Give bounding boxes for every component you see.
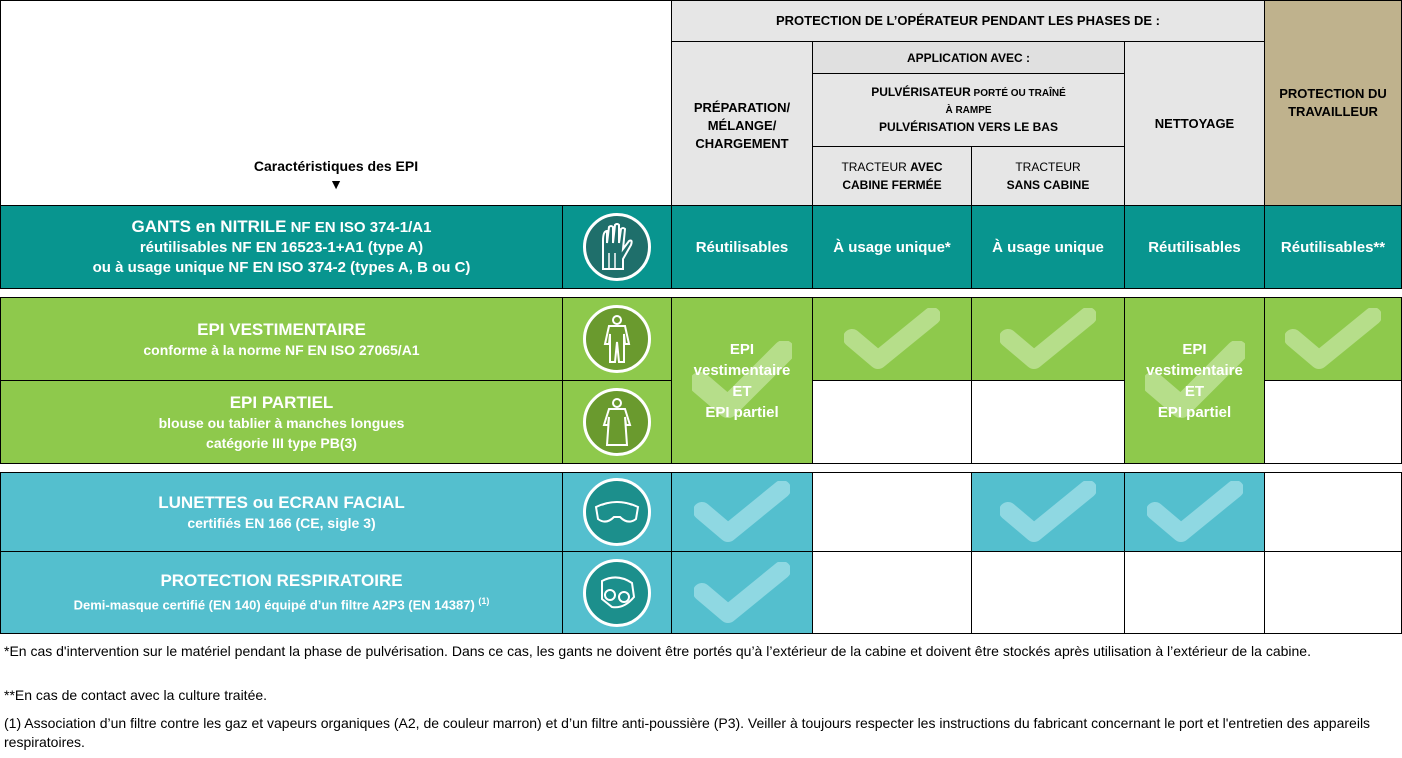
check-mark-icon [844, 308, 940, 370]
goggles-icon-cell [562, 472, 672, 552]
clothing-and-partial-line3: ET [732, 382, 752, 400]
respirator-icon-cell [562, 551, 672, 634]
clothing-no-cabin-cell [971, 297, 1125, 381]
gloves-description [0, 205, 563, 289]
gloves-single-use-norm: ou à usage unique NF EN ISO 374-2 (types A, B ou C) [92, 259, 471, 276]
clothing-cleaning-cell [1124, 297, 1265, 464]
sprayer-type-label: PORTÉ OU TRAÎNÉ [970, 88, 1066, 99]
gloves-no-cabin-value: À usage unique [992, 238, 1104, 256]
preparation-line3: CHARGEMENT [695, 135, 789, 151]
tractor-cabin-header [812, 146, 972, 206]
goggles-icon [583, 478, 651, 546]
partial-icon-cell [562, 380, 672, 464]
gloves-reusable-norm: réutilisables NF EN 16523-1+A1 (type A) [139, 239, 424, 256]
coverall-icon [583, 305, 651, 373]
gloves-norm: NF EN ISO 374-1/A1 [286, 219, 432, 236]
clothing-cabin-cell [812, 297, 972, 381]
clothing-description [0, 297, 563, 381]
spray-down-label: PULVÉRISATION VERS LE BAS [879, 120, 1058, 134]
check-mark-icon [1147, 481, 1243, 543]
tractor-no-cabin-header [971, 146, 1125, 206]
footnote-cabin: *En cas d'intervention sur le matériel pendant la phase de pulvérisation. Dans ce cas, les gants ne doivent être portés qu’à l’extérieur de la cabine et doivent être stockés après utilisation à l’extérieur de la cabine. [4, 643, 1311, 659]
down-arrow-icon: ▼ [329, 176, 343, 192]
respirator-worker-cell [1264, 551, 1402, 634]
epi-characteristics-header [0, 0, 672, 206]
partial-line2: blouse ou tablier à manches longues [158, 414, 405, 431]
partial-line3: catégorie III type PB(3) [206, 434, 357, 451]
operator-protection-header [671, 0, 1265, 42]
respirator-preparation-cell [671, 551, 813, 634]
application-header [812, 41, 1125, 74]
gloves-title: GANTS en NITRILE [131, 217, 287, 236]
goggles-title: LUNETTES ou ECRAN FACIAL [158, 492, 405, 512]
operator-protection-label: PROTECTION DE L’OPÉRATEUR PENDANT LES PHASES DE : [775, 13, 1161, 28]
sprayer-header [812, 73, 1125, 147]
check-mark-icon [694, 562, 790, 624]
check-mark-icon [1285, 308, 1381, 370]
application-label: APPLICATION AVEC : [906, 50, 1031, 65]
worker-protection-line2: TRAVAILLEUR [1288, 104, 1378, 119]
gloves-cleaning-value: Réutilisables [1148, 238, 1241, 256]
goggles-description [0, 472, 563, 552]
gloves-no-cabin-cell [971, 205, 1125, 289]
check-mark-icon [694, 481, 790, 543]
gloves-worker-value: Réutilisables** [1280, 238, 1386, 256]
clothing-title: EPI VESTIMENTAIRE [197, 319, 366, 339]
tractor-cabin-line1b: AVEC [910, 160, 943, 174]
tractor-no-cabin-line1: TRACTEUR [1015, 160, 1081, 174]
check-mark-icon [1000, 308, 1096, 370]
worker-protection-header [1264, 0, 1402, 206]
clothing-subtitle: conforme à la norme NF EN ISO 27065/A1 [143, 341, 420, 358]
gloves-cleaning-cell [1124, 205, 1265, 289]
cleaning-epi-line1: EPI [1182, 340, 1207, 358]
check-mark-icon [1000, 481, 1096, 543]
gloves-icon-cell [562, 205, 672, 289]
clothing-and-partial-line4: EPI partiel [705, 403, 779, 421]
gloves-preparation-cell [671, 205, 813, 289]
footnote-filter: (1) Association d’un filtre contre les gaz et vapeurs organiques (A2, de couleur marron) et d’un filtre anti-poussière (P3). Veiller à toujours respecter les instructions du fabricant concernant le port et l'entretien des appareils respiratoires. [4, 715, 1371, 750]
clothing-and-partial-line1: EPI [729, 340, 755, 358]
partial-description [0, 380, 563, 464]
sprayer-label: PULVÉRISATEUR [871, 85, 971, 99]
footnote-culture: **En cas de contact avec la culture traitée. [4, 687, 268, 703]
gloves-cabin-value: À usage unique* [833, 238, 951, 256]
clothing-and-partial-line2: vestimentaire [693, 361, 791, 379]
gloves-preparation-value: Réutilisables [695, 238, 789, 256]
goggles-preparation-cell [671, 472, 813, 552]
sprayer-rampe-label: À RAMPE [945, 105, 992, 116]
cleaning-label: NETTOYAGE [1154, 115, 1235, 131]
respirator-icon [583, 559, 651, 627]
cleaning-epi-line4: EPI partiel [1157, 403, 1232, 421]
tractor-cabin-line2: CABINE FERMÉE [842, 178, 942, 192]
goggles-cabin-cell [812, 472, 972, 552]
goggles-worker-cell [1264, 472, 1402, 552]
goggles-subtitle: certifiés EN 166 (CE, sigle 3) [187, 514, 376, 531]
cleaning-epi-line3: ET [1184, 382, 1205, 400]
partial-title: EPI PARTIEL [229, 392, 334, 412]
respirator-cleaning-cell [1124, 551, 1265, 634]
partial-cabin-cell [812, 380, 972, 464]
gloves-worker-cell [1264, 205, 1402, 289]
respirator-description [0, 551, 563, 634]
preparation-line1: PRÉPARATION/ [693, 99, 791, 115]
tractor-no-cabin-line2: SANS CABINE [1006, 178, 1090, 192]
gloves-cabin-cell [812, 205, 972, 289]
respirator-title: PROTECTION RESPIRATOIRE [160, 570, 403, 590]
tractor-cabin-line1a: TRACTEUR [841, 160, 911, 174]
goggles-no-cabin-cell [971, 472, 1125, 552]
preparation-header [671, 41, 813, 206]
clothing-preparation-cell [671, 297, 813, 464]
respirator-no-cabin-cell [971, 551, 1125, 634]
partial-worker-cell [1264, 380, 1402, 464]
respirator-note-ref: (1) [478, 595, 490, 606]
respirator-subtitle: Demi-masque certifié (EN 140) équipé d’un filtre A2P3 (EN 14387) [73, 597, 475, 613]
cleaning-header [1124, 41, 1265, 206]
partial-no-cabin-cell [971, 380, 1125, 464]
gloves-icon [583, 213, 651, 281]
respirator-cabin-cell [812, 551, 972, 634]
goggles-cleaning-cell [1124, 472, 1265, 552]
clothing-worker-cell [1264, 297, 1402, 381]
cleaning-epi-line2: vestimentaire [1146, 361, 1243, 379]
clothing-icon-cell [562, 297, 672, 381]
worker-protection-line1: PROTECTION DU [1279, 86, 1387, 101]
preparation-line2: MÉLANGE/ [707, 117, 777, 133]
apron-icon [583, 388, 651, 456]
characteristics-label: Caractéristiques des EPI [253, 158, 419, 174]
